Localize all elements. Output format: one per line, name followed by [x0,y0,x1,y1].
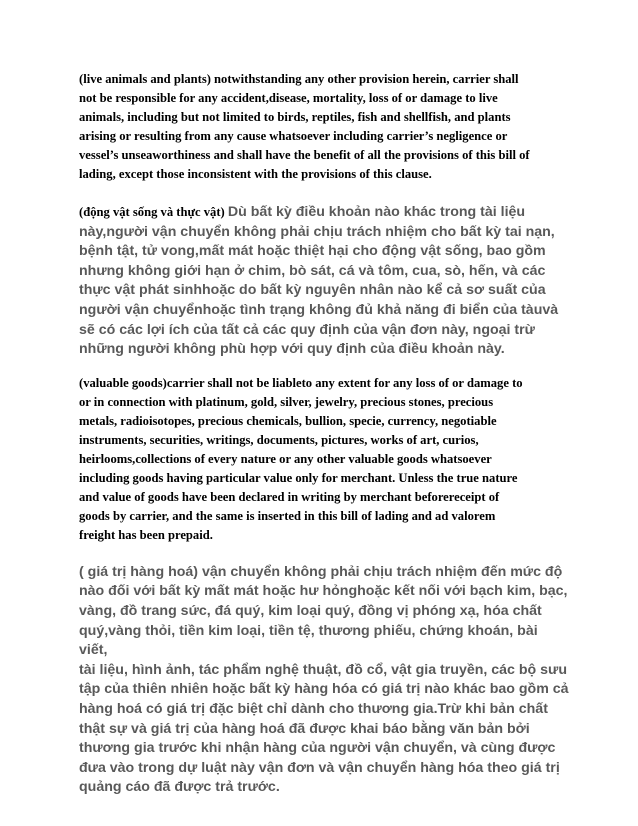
clause-live-animals-english: (live animals and plants) notwithstanding any other provision herein, carrier shall not be responsible for any accident,disease, mortality, loss of or damage to live animals, including but not limited to birds, reptiles, fish and shellfish, and plants arising or resulting from any cause whatsoever including carrier’s negligence or vessel’s unseaworthiness and shall have the benefit of all the provisions of this bill of lading, except those inconsistent with the provisions of this clause. [79,72,530,181]
clause-live-animals-vietnamese-lead: (động vật sống và thực vật) [79,205,228,219]
clause-live-animals-vietnamese [79,203,569,360]
clause-valuable-goods-vietnamese: ( giá trị hàng hoá) vận chuyển không phải chịu trách nhiệm đến mức độ nào đối với bất kỳ mất mát hoặc hư hỏnghoặc kết nối với bạch kim, bạc, vàng, đồ trang sức, đá quý, kim loại quý, đồng vị phóng xạ, hóa chất quý,vàng thỏi, tiền kim loại, tiền tệ, thương phiếu, chứng khoán, bài viết, tài liệu, hình ảnh, tác phẩm nghệ thuật, đồ cổ, vật gia truyền, các bộ sưu tập của thiên nhiên hoặc bất kỳ hàng hóa có giá trị nào khác bao gồm cả hàng hoá có giá trị đặc biệt chỉ dành cho thương gia.Trừ khi bản chất thật sự và giá trị của hàng hoá đã được khai báo bằng văn bản bởi thương gia trước khi nhận hàng của người vận chuyển, và cùng được đưa vào trong dự luật này vận đơn và vận chuyển hàng hóa theo giá trị quảng cáo đã được trả trước. [79,563,569,796]
document-body [79,70,569,798]
clause-valuable-goods-english: (valuable goods)carrier shall not be liableto any extent for any loss of or damage to or in connection with platinum, gold, silver, jewelry, precious stones, precious metals, radioisotopes, precious chemicals, bullion, specie, currency, negotiable instruments, securities, writings, documents, pictures, works of art, curios, heirlooms,collections of every nature or any other valuable goods whatsoever including goods having particular value only for merchant. Unless the true nature and value of goods have been declared in writing by merchant beforereceipt of goods by carrier, and the same is inserted in this bill of lading and ad valorem freight has been prepaid. [79,375,523,542]
clause-live-animals-vietnamese-text: Dù bất kỳ điều khoản nào khác trong tài liệu này,người vận chuyển không phải chịu trách nhiệm cho bất kỳ tai nạn, bệnh tật, tử vong,mất mát hoặc thiệt hại cho động vật sống, bao gồm nhưng không giới hạn ở chim, bò sát, cá và tôm, cua, sò, hến, và các thực vật phát sinhhoặc do bất kỳ nguyên nhân nào kể cả sơ suất của người vận chuyểnhoặc tình trạng không đủ khả năng đi biển của tàuvà sẽ có các lợi ích của tất cả các quy định của vận đơn này, ngoại trừ những người không phù hợp với quy định của điều khoản này. [79,204,559,358]
